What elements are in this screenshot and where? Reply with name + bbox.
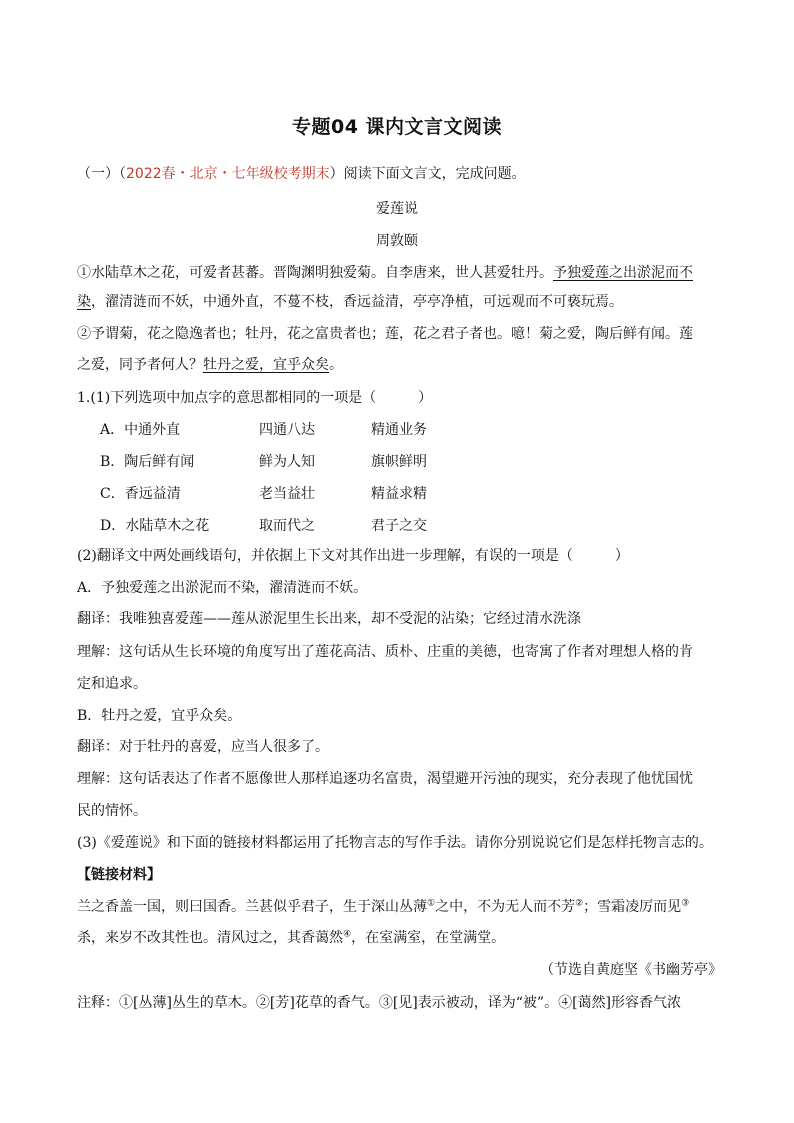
section-heading: [77, 164, 722, 184]
footnote-marker: ①: [427, 898, 436, 909]
q2-option-b-sentence: B．牡丹之爱，宜乎众矣。: [77, 708, 242, 724]
text-span: ①水陆草木之花，可爱者甚蕃。晋陶渊明独爱菊。自李唐来，世人甚爱牡丹。: [77, 265, 553, 281]
q2-option-a-understanding-cont: 定和追求。: [77, 676, 147, 692]
link-material-line-2: [77, 928, 722, 948]
option-item: 老当益壮: [259, 486, 315, 502]
text-span: 之中，不为无人而不芳: [435, 899, 576, 915]
option-item: B．陶后鲜有闻: [100, 454, 195, 470]
q2-option-a-understanding: 理解：这句话从生长环境的角度写出了莲花高洁、质朴、庄重的美德，也寄寓了作者对理想人格的肯: [77, 644, 693, 660]
q2-option-b-understanding: 理解：这句话表达了作者不愿像世人那样追逐功名富贵，渴望避开污浊的现实，充分表现了他忧国忧: [77, 771, 693, 787]
text-span: 兰之香盖一国，则曰国香。兰甚似乎君子，生于深山丛薄: [77, 899, 427, 915]
footnote-marker: ④: [343, 929, 352, 940]
option-item: 四通八达: [259, 422, 315, 438]
text-span: ，濯清涟而不妖，中通外直，不蔓不枝，香远益清，亭亭净植，可远观而不可亵玩焉。: [91, 294, 623, 310]
footnote-marker: ③: [681, 898, 690, 909]
option-item: 鲜为人知: [259, 454, 315, 470]
passage-paragraph-1-line-1: [77, 263, 722, 283]
question-2-stem: (2)翻译文中两处画线语句，并依据上下文对其作出进一步理解，有误的一项是（ ）: [77, 548, 629, 564]
material-notes: 注释：①[丛薄]丛生的草木。②[芳]花草的香气。③[见]表示被动，译为“被”。④[蔼然]形容香气浓: [77, 995, 682, 1011]
option-item: 君子之交: [371, 518, 427, 534]
option-item: 精通业务: [371, 422, 427, 438]
option-item: 取而代之: [259, 518, 315, 534]
section-label-close: ）: [329, 166, 344, 182]
link-material-line-1: [77, 897, 722, 917]
underlined-sentence: 牡丹之爱，宜乎众矣: [203, 357, 329, 373]
passage-title: 爱莲说: [376, 201, 418, 217]
text-span: 之爱，同予者何人？: [77, 357, 203, 373]
option-item: 精益求精: [371, 486, 427, 502]
underlined-sentence: 染: [77, 294, 91, 310]
passage-paragraph-2-line-1: ②予谓菊，花之隐逸者也；牡丹，花之富贵者也；莲，花之君子者也。噫！菊之爱，陶后鲜有闻。莲: [77, 326, 693, 342]
passage-paragraph-1-line-2: [77, 292, 722, 312]
q2-option-b-understanding-cont: 民的情怀。: [77, 803, 147, 819]
source-tag: 2022春・北京・七年级校考期末: [126, 166, 330, 182]
passage-paragraph-2-line-2: [77, 355, 722, 375]
q2-option-a-sentence: A．予独爱莲之出淤泥而不染，濯清涟而不妖。: [77, 580, 368, 596]
option-item: 旗帜鲜明: [371, 454, 427, 470]
q2-option-a-translation: 翻译：我唯独喜爱莲——莲从淤泥里生长出来，却不受泥的沾染；它经过清水洗涤: [77, 611, 581, 627]
material-source: （节选自黄庭坚《书幽芳亭》: [540, 962, 722, 978]
option-item: A．中通外直: [100, 422, 181, 438]
option-item: D．水陆草木之花: [100, 518, 210, 534]
section-label-open: （一）（: [77, 166, 126, 182]
passage-author: 周敦颐: [376, 233, 418, 249]
text-span: 。: [329, 357, 343, 373]
underlined-sentence: 予独爱莲之出淤泥而不: [553, 265, 693, 281]
section-instruction: 阅读下面文言文，完成问题。: [343, 166, 526, 182]
question-3-stem: (3)《爱莲说》和下面的链接材料都运用了托物言志的写作手法。请你分别说说它们是怎样托物言志的。: [77, 835, 713, 851]
text-span: ，在室满室，在堂满堂。: [351, 930, 506, 946]
footnote-marker: ②: [575, 898, 584, 909]
page-title: 专题04 课内文言文阅读: [291, 116, 503, 138]
option-item: C．香远益清: [100, 486, 181, 502]
q2-option-b-translation: 翻译：对于牡丹的喜爱，应当人很多了。: [77, 739, 329, 755]
text-span: ；雪霜凌厉而见: [583, 899, 682, 915]
link-material-label: 【链接材料】: [77, 867, 161, 883]
text-span: 杀，来岁不改其性也。清风过之，其香蔼然: [77, 930, 343, 946]
question-1-stem: 1.(1)下列选项中加点字的意思都相同的一项是（ ）: [77, 390, 433, 406]
